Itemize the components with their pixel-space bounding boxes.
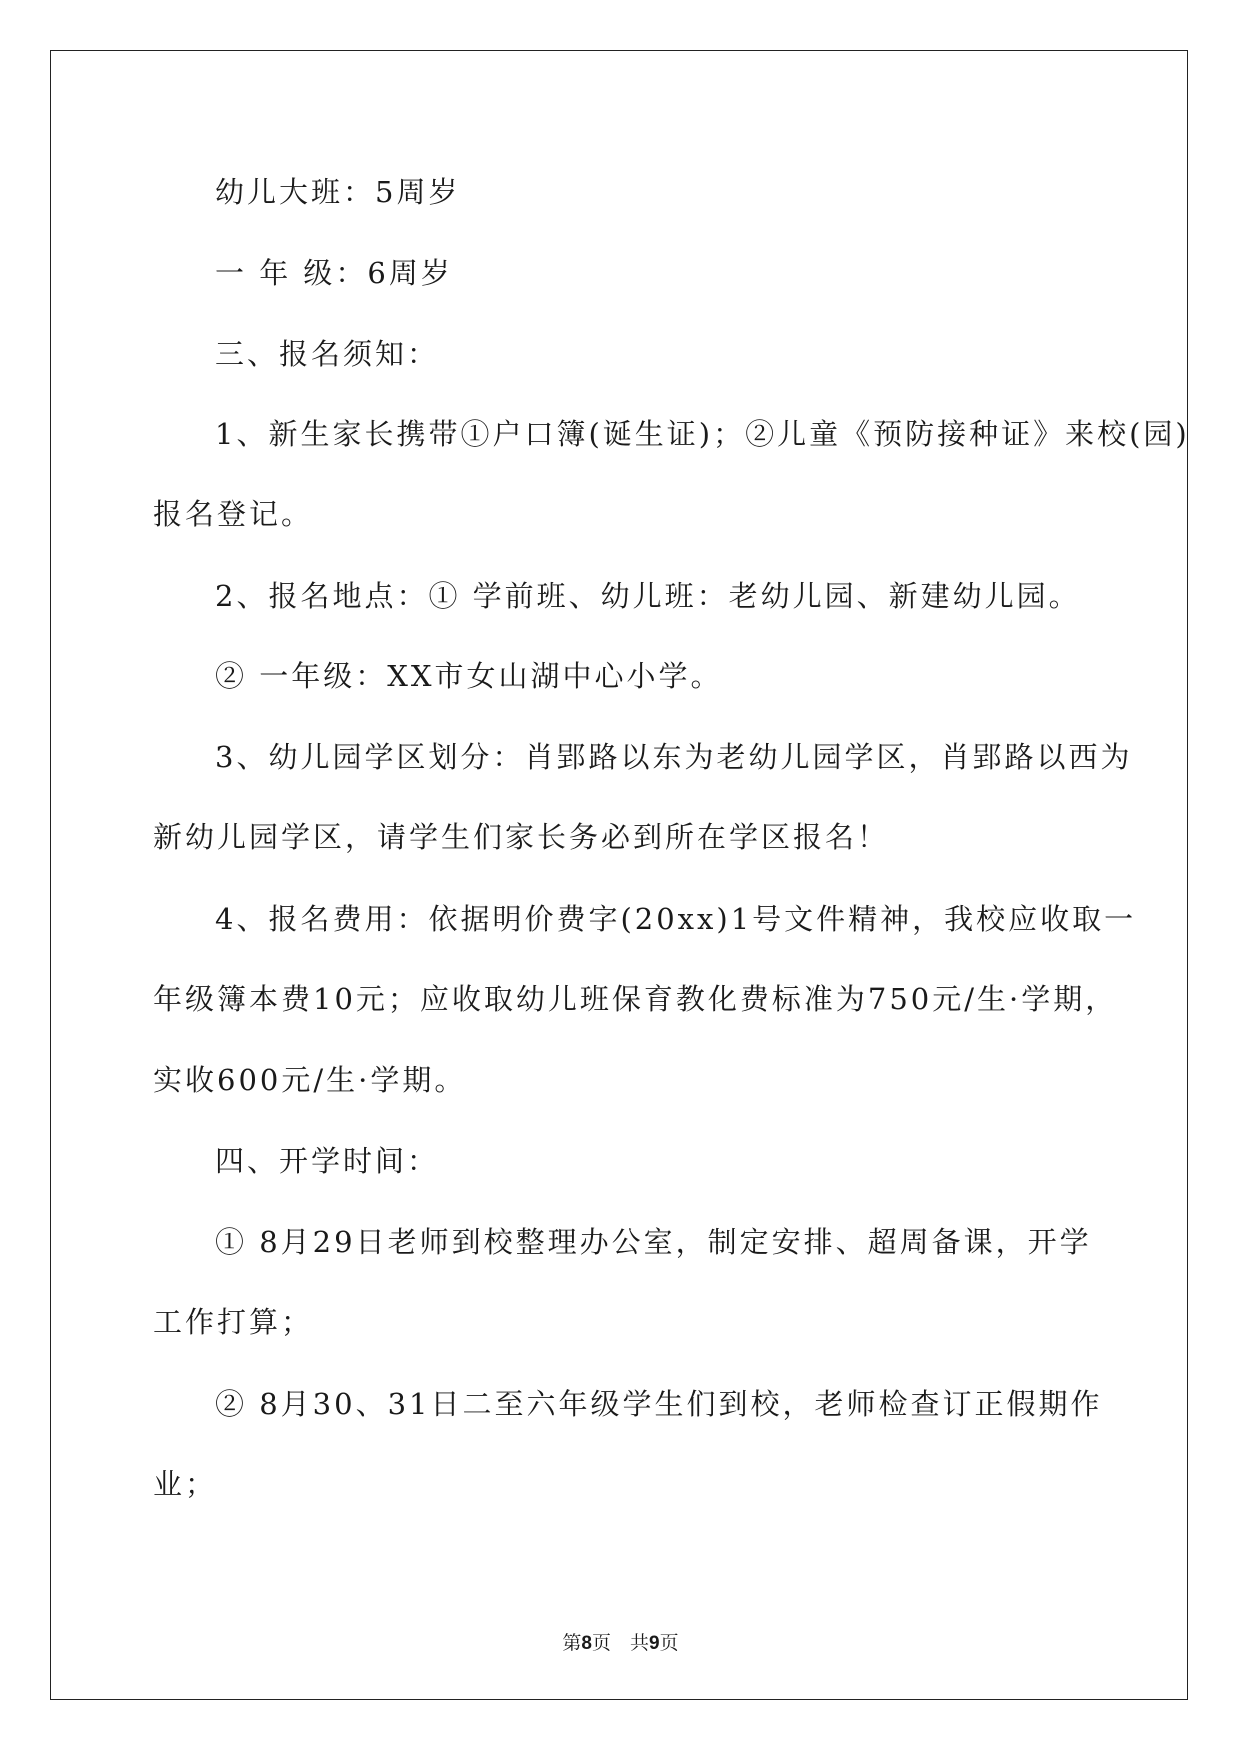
footer-prefix: 第 <box>562 1632 582 1654</box>
text-line: 新幼儿园学区，请学生们家长务必到所在学区报名！ <box>153 820 890 854</box>
footer-mid: 页 共 <box>591 1632 649 1654</box>
text-line: 4、报名费用：依据明价费字(20xx)1号文件精神，我校应收取一 <box>215 902 1137 936</box>
text-line: 年级簿本费10元；应收取幼儿班保育教化费标准为750元/生·学期， <box>153 982 1118 1016</box>
text-line: ① 8月29日老师到校整理办公室，制定安排、超周备课，开学 <box>215 1225 1092 1259</box>
section-heading: 四、开学时间： <box>215 1144 440 1178</box>
footer-suffix: 页 <box>659 1632 679 1654</box>
total-page-number: 9 <box>649 1633 660 1654</box>
page-footer <box>0 1628 1241 1655</box>
text-line: 1、新生家长携带①户口簿(诞生证)；②儿童《预防接种证》来校(园) <box>215 417 1190 451</box>
text-line: 业； <box>153 1467 218 1501</box>
section-heading: 三、报名须知： <box>215 337 440 371</box>
text-line: ② 8月30、31日二至六年级学生们到校，老师检查订正假期作 <box>215 1387 1103 1421</box>
text-line: 一 年 级：6周岁 <box>215 256 453 290</box>
text-line: 3、幼儿园学区划分：肖郢路以东为老幼儿园学区，肖郢路以西为 <box>215 740 1133 774</box>
text-line: 工作打算； <box>153 1305 314 1339</box>
current-page-number: 8 <box>581 1633 592 1654</box>
text-line: 报名登记。 <box>153 497 314 531</box>
text-line: ② 一年级：XX市女山湖中心小学。 <box>215 659 723 693</box>
page-frame <box>50 50 1188 1700</box>
text-line: 实收600元/生·学期。 <box>153 1063 467 1097</box>
text-line: 2、报名地点：① 学前班、幼儿班：老幼儿园、新建幼儿园。 <box>215 579 1081 613</box>
text-line: 幼儿大班：5周岁 <box>215 175 461 209</box>
